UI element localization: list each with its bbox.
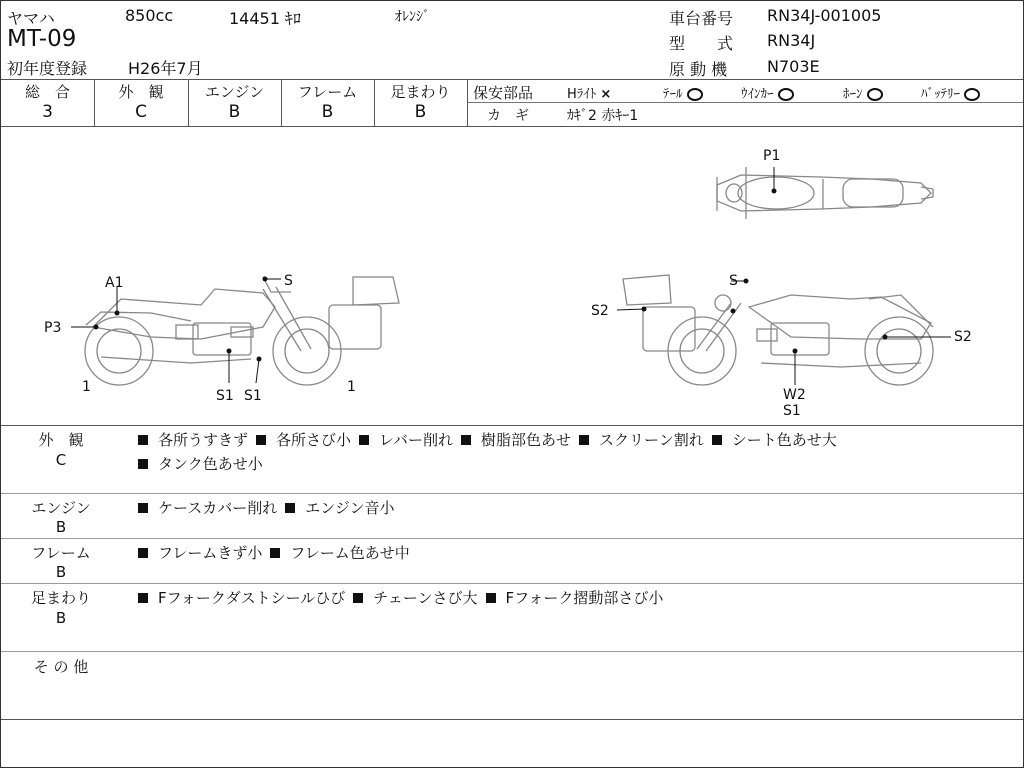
section-grade-frame: B <box>55 563 67 581</box>
diagram-label: A1 <box>105 275 124 291</box>
bullet-square-icon <box>285 503 295 513</box>
bullet-square-icon <box>486 593 496 603</box>
ok-circle-icon <box>964 88 980 101</box>
diagram-label: 1 <box>347 379 356 395</box>
defect-text: 樹脂部色あせ <box>480 431 571 449</box>
diagram-label: P1 <box>763 148 781 164</box>
divider <box>1 493 1023 494</box>
diagram-label: W2 <box>783 387 806 403</box>
bullet-square-icon <box>359 435 369 445</box>
safety-item-headlight <box>567 83 611 102</box>
frame-number-value: RN34J-001005 <box>767 6 882 25</box>
grade-value-frame: B <box>321 102 334 122</box>
grade-label-overall: 総 合 <box>24 83 70 101</box>
safety-parts-label: 保安部品 <box>473 84 534 102</box>
maker-name: ヤマハ <box>7 9 55 28</box>
bullet-square-icon <box>579 435 589 445</box>
defect-text: レバー削れ <box>379 431 453 449</box>
bullet-square-icon <box>353 593 363 603</box>
section-label-frame: フレーム <box>31 544 91 562</box>
bullet-square-icon <box>256 435 266 445</box>
damage-diagram <box>1 127 1023 425</box>
section-grade-suspension: B <box>55 609 67 627</box>
diagram-label: S1 <box>783 403 801 419</box>
section-items-frame <box>138 541 1008 565</box>
diagram-label: S2 <box>954 329 972 345</box>
defect-item <box>138 453 263 476</box>
displacement: 850cc <box>125 6 174 25</box>
divider <box>1 719 1023 720</box>
defect-text: Fフォーク摺動部さび小 <box>505 589 664 607</box>
section-grade-exterior: C <box>55 451 67 469</box>
defect-item <box>138 497 277 520</box>
safety-item-tail <box>663 83 703 102</box>
section-label-exterior: 外 観 <box>38 431 84 449</box>
bullet-square-icon <box>712 435 722 445</box>
engine-model-label: 原 動 機 <box>669 60 728 79</box>
grade-value-engine: B <box>228 102 241 122</box>
defect-text: ケースカバー削れ <box>158 499 278 517</box>
bullet-square-icon <box>270 548 280 558</box>
defect-text: エンジン音小 <box>305 499 395 517</box>
ok-circle-icon <box>867 88 883 101</box>
section-label-suspension: 足まわり <box>30 589 91 607</box>
grade-value-exterior: C <box>135 102 147 122</box>
diagram-label: S <box>729 273 738 289</box>
color-name: ｵﾚﾝｼﾞ <box>395 9 430 25</box>
safety-item-name: Hﾗｲﾄ <box>567 87 597 102</box>
divider <box>1 538 1023 539</box>
bullet-square-icon <box>138 459 148 469</box>
defect-text: 各所さび小 <box>276 431 352 449</box>
first-registration-value: H26年7月 <box>128 59 203 78</box>
safety-item-name: ﾊﾞｯﾃﾘｰ <box>921 87 960 102</box>
safety-item-name: ﾃｰﾙ <box>663 87 683 102</box>
divider <box>1 583 1023 584</box>
safety-item-name: ｳｲﾝｶｰ <box>741 87 774 102</box>
section-items-suspension <box>138 586 1008 610</box>
key-label: カ ギ <box>487 108 529 124</box>
divider <box>1 651 1023 652</box>
first-registration-label: 初年度登録 <box>7 59 88 78</box>
defect-text: チェーンさび大 <box>373 589 478 607</box>
defect-text: シート色あせ大 <box>731 431 837 449</box>
defect-text: 各所うすきず <box>158 431 249 449</box>
defect-item <box>353 587 477 610</box>
defect-item <box>486 587 664 610</box>
safety-item-winker <box>741 83 794 102</box>
defect-item <box>359 429 453 452</box>
defect-item <box>138 587 345 610</box>
diagram-label: 1 <box>82 379 91 395</box>
grade-value-overall: 3 <box>42 102 53 122</box>
model-name: MT-09 <box>7 26 77 52</box>
frame-number-label: 車台番号 <box>669 9 734 28</box>
safety-mark-x: × <box>600 87 612 102</box>
bullet-square-icon <box>138 548 148 558</box>
ok-circle-icon <box>778 88 794 101</box>
model-type-label: 型 式 <box>669 34 734 53</box>
safety-item-battery <box>921 83 980 102</box>
defect-item <box>256 429 351 452</box>
rear-wheel-icon <box>865 317 933 385</box>
divider <box>1 425 1023 426</box>
safety-item-horn <box>843 83 883 102</box>
diagram-label: P3 <box>44 320 62 336</box>
defect-item <box>285 497 394 520</box>
section-grade-engine: B <box>55 518 67 536</box>
grade-label-engine: エンジン <box>204 83 265 101</box>
divider <box>467 102 1023 103</box>
front-wheel-icon <box>273 317 341 385</box>
engine-model-value: N703E <box>767 57 820 76</box>
grade-value-suspension: B <box>414 102 427 122</box>
mileage: 14451 ｷﾛ <box>229 9 301 28</box>
ok-circle-icon <box>687 88 703 101</box>
defect-item <box>138 429 248 452</box>
divider <box>1 79 1023 80</box>
defect-text: タンク色あせ小 <box>158 455 263 473</box>
section-items-exterior <box>138 428 1008 476</box>
defect-item <box>270 542 409 565</box>
diagram-label: S1 <box>216 388 234 404</box>
section-items-engine <box>138 496 1008 520</box>
grade-label-suspension: 足まわり <box>390 83 451 101</box>
bullet-square-icon <box>138 593 148 603</box>
diagram-label: S1 <box>244 388 262 404</box>
defect-text: フレーム色あせ中 <box>290 544 410 562</box>
grade-label-exterior: 外 観 <box>118 83 164 101</box>
bullet-square-icon <box>138 435 148 445</box>
key-value: ｶｷﾞ2 赤ｷｰ1 <box>567 108 639 124</box>
defect-text: スクリーン割れ <box>599 431 704 449</box>
defect-item <box>461 429 571 452</box>
diagram-label: S <box>284 273 293 289</box>
defect-item <box>712 429 837 452</box>
defect-text: Fフォークダストシールひび <box>158 589 346 607</box>
bullet-square-icon <box>138 503 148 513</box>
section-label-other: そ の 他 <box>33 658 89 676</box>
bullet-square-icon <box>461 435 471 445</box>
section-label-engine: エンジン <box>31 499 91 517</box>
diagram-label: S2 <box>591 303 609 319</box>
grade-label-frame: フレーム <box>297 83 358 101</box>
model-type-value: RN34J <box>767 31 816 50</box>
defect-item <box>579 429 704 452</box>
defect-item <box>138 542 262 565</box>
defect-text: フレームきず小 <box>158 544 263 562</box>
safety-item-name: ﾎｰﾝ <box>843 87 863 102</box>
